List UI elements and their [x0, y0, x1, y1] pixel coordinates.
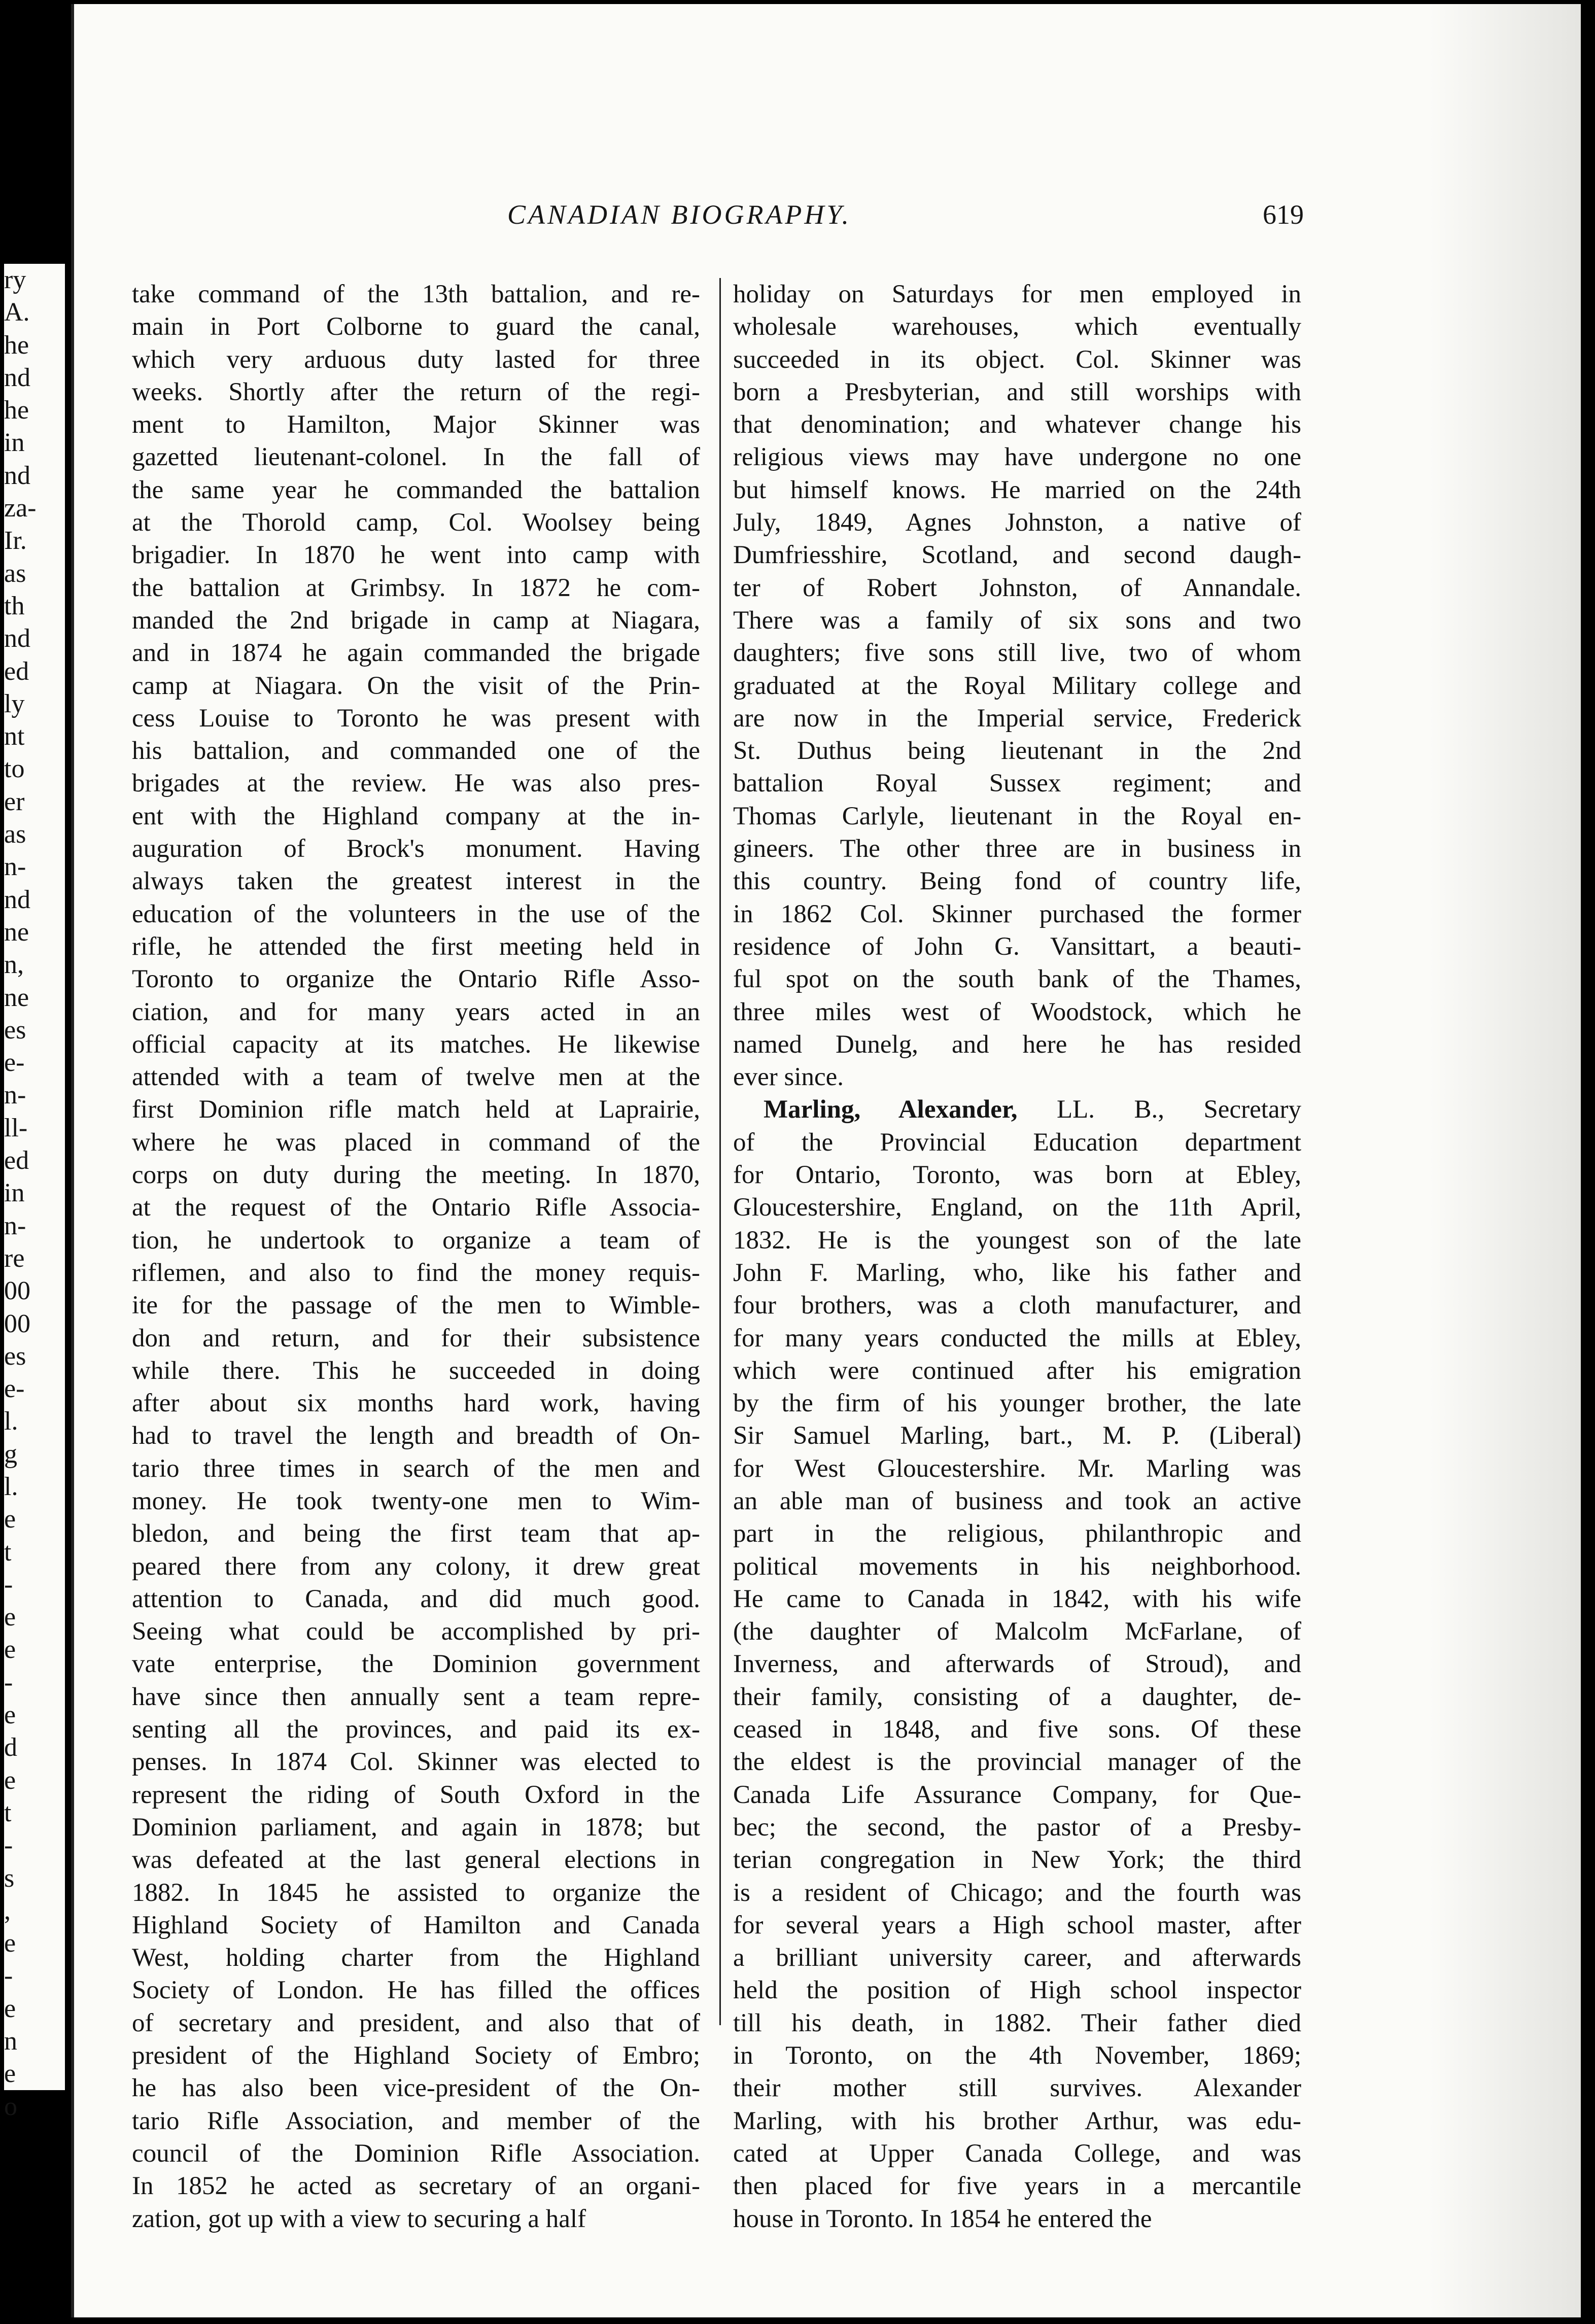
adjacent-page-fragment	[4, 264, 65, 2121]
margin-fragment: e	[4, 2059, 16, 2089]
text-line: (the daughter of Malcolm McFarlane, of	[733, 1617, 1301, 1646]
text-line: is a resident of Chicago; and the fourth was	[733, 1878, 1301, 1907]
margin-fragment: in	[4, 1178, 25, 1208]
margin-fragment: as	[4, 559, 26, 588]
text-line: ite for the passage of the men to Wimble-	[132, 1291, 700, 1320]
text-line: tario Rifle Association, and member of the	[132, 2106, 700, 2135]
text-line: council of the Dominion Rifle Association.	[132, 2139, 700, 2168]
margin-fragment: 00	[4, 1309, 30, 1338]
text-line: which very arduous duty lasted for three	[132, 345, 700, 374]
text-line: are now in the Imperial service, Frederick	[733, 704, 1301, 733]
text-line: Thomas Carlyle, lieutenant in the Royal en-	[733, 802, 1301, 830]
text-line: by the firm of his younger brother, the late	[733, 1389, 1301, 1418]
margin-fragment: ne	[4, 983, 29, 1012]
text-line: gazetted lieutenant-colonel. In the fall of	[132, 443, 700, 472]
text-line: attention to Canada, and did much good.	[132, 1584, 700, 1613]
text-line: battalion Royal Sussex regiment; and	[733, 769, 1301, 798]
text-line: represent the riding of South Oxford in the	[132, 1780, 700, 1809]
text-line: his battalion, and commanded one of the	[132, 737, 700, 766]
text-line: don and return, and for their subsistence	[132, 1324, 700, 1352]
text-line: peared there from any colony, it drew great	[132, 1552, 700, 1581]
page-number: 619	[1263, 199, 1304, 230]
text-line: gineers. The other three are in business in	[733, 835, 1301, 863]
margin-fragment: re	[4, 1243, 25, 1273]
margin-fragment: es	[4, 1341, 26, 1371]
text-line: ful spot on the south bank of the Thames,	[733, 965, 1301, 994]
text-line: he has also been vice-president of the On-	[132, 2074, 700, 2103]
margin-fragment: nt	[4, 722, 25, 751]
text-line: senting all the provinces, and paid its ex-	[132, 1715, 700, 1744]
text-line: religious views may have undergone no one	[733, 443, 1301, 472]
text-line: Inverness, and afterwards of Stroud), and	[733, 1650, 1301, 1679]
text-line: ent with the Highland company at the in-	[132, 802, 700, 830]
margin-fragment: -	[4, 1961, 13, 1991]
margin-fragment: es	[4, 1015, 26, 1045]
margin-fragment: s	[4, 1863, 15, 1893]
text-line: He came to Canada in 1842, with his wife	[733, 1584, 1301, 1613]
text-line: official capacity at its matches. He likewise	[132, 1030, 700, 1059]
margin-fragment: nd	[4, 363, 30, 392]
text-line: terian congregation in New York; the third	[733, 1846, 1301, 1875]
margin-fragment: th	[4, 591, 25, 620]
text-line: had to travel the length and breadth of On-	[132, 1421, 700, 1450]
margin-fragment: ly	[4, 689, 25, 718]
margin-fragment: e	[4, 1505, 16, 1534]
margin-fragment: ed	[4, 1146, 29, 1175]
text-line: brigadier. In 1870 he went into camp with	[132, 541, 700, 570]
text-line: education of the volunteers in the use of the	[132, 899, 700, 928]
text-line: residence of John G. Vansittart, a beauti-	[733, 932, 1301, 961]
text-line: the eldest is the provincial manager of the	[733, 1748, 1301, 1777]
text-line: St. Duthus being lieutenant in the 2nd	[733, 737, 1301, 766]
column-divider	[719, 278, 721, 2025]
text-line: Gloucestershire, England, on the 11th April,	[733, 1193, 1301, 1222]
text-line: named Dunelg, and here he has resided	[733, 1030, 1301, 1059]
margin-fragment: ,	[4, 1896, 11, 1925]
text-line: ciation, and for many years acted in an	[132, 997, 700, 1026]
entry-heading-line	[733, 1093, 1301, 1126]
text-line: have since then annually sent a team repre-	[132, 1682, 700, 1711]
text-line: which were continued after his emigration	[733, 1356, 1301, 1385]
text-line: Seeing what could be accomplished by pri-	[132, 1617, 700, 1646]
text-line: There was a family of six sons and two	[733, 606, 1301, 635]
margin-fragment: to	[4, 754, 25, 784]
text-line: cated at Upper Canada College, and was	[733, 2139, 1301, 2168]
text-line: a brilliant university career, and afterwards	[733, 1944, 1301, 1972]
margin-fragment: 00	[4, 1276, 30, 1306]
margin-fragment: d	[4, 1733, 17, 1762]
text-line: Toronto to organize the Ontario Rifle Asso-	[132, 965, 700, 994]
margin-fragment: ne	[4, 917, 29, 947]
text-line: penses. In 1874 Col. Skinner was elected to	[132, 1748, 700, 1777]
margin-fragment: ll-	[4, 1113, 28, 1142]
text-line: of secretary and president, and also that of	[132, 2008, 700, 2037]
text-line: and in 1874 he again commanded the brigade	[132, 639, 700, 668]
margin-fragment: ry	[4, 265, 26, 294]
text-line: In 1852 he acted as secretary of an organi-	[132, 2172, 700, 2201]
text-line: tario three times in search of the men and	[132, 1454, 700, 1483]
text-line: at the Thorold camp, Col. Woolsey being	[132, 508, 700, 537]
text-line: take command of the 13th battalion, and re-	[132, 280, 700, 308]
margin-fragment: n,	[4, 950, 24, 980]
text-line: 1832. He is the youngest son of the late	[733, 1226, 1301, 1255]
text-line: was defeated at the last general elections in	[132, 1846, 700, 1875]
text-line: weeks. Shortly after the return of the regi-	[132, 377, 700, 406]
margin-fragment: t	[4, 1798, 12, 1827]
text-line: attended with a team of twelve men at the	[132, 1063, 700, 1092]
margin-fragment: za-	[4, 494, 37, 523]
text-line: graduated at the Royal Military college and	[733, 671, 1301, 700]
page-edge-shading	[1429, 4, 1581, 2317]
text-line: the battalion at Grimbsy. In 1872 he com-	[132, 573, 700, 602]
text-line: for several years a High school master, after	[733, 1911, 1301, 1939]
text-line: part in the religious, philanthropic and	[733, 1519, 1301, 1548]
text-line: held the position of High school inspector	[733, 1976, 1301, 2005]
margin-fragment: -	[4, 1668, 13, 1697]
margin-fragment: n-	[4, 1081, 26, 1110]
text-line: Dumfriesshire, Scotland, and second daugh-	[733, 541, 1301, 570]
text-line: for many years conducted the mills at Ebley,	[733, 1324, 1301, 1352]
text-line: money. He took twenty-one men to Wim-	[132, 1486, 700, 1515]
text-line: rifle, he attended the first meeting held in	[132, 932, 700, 961]
text-line: their family, consisting of a daughter, de-	[733, 1682, 1301, 1711]
margin-fragment: nd	[4, 885, 30, 914]
margin-fragment: -	[4, 1831, 13, 1860]
text-line: Highland Society of Hamilton and Canada	[132, 1911, 700, 1939]
margin-fragment: nd	[4, 624, 30, 653]
text-line: Dominion parliament, and again in 1878; but	[132, 1813, 700, 1842]
text-line: bledon, and being the first team that ap-	[132, 1519, 700, 1548]
margin-fragment: n	[4, 2027, 17, 2056]
text-line: holiday on Saturdays for men employed in	[733, 280, 1301, 308]
text-line: in Toronto, on the 4th November, 1869;	[733, 2041, 1301, 2070]
entry-name: Marling, Alexander,	[764, 1095, 1018, 1124]
text-line: John F. Marling, who, like his father and	[733, 1258, 1301, 1287]
margin-fragment: er	[4, 787, 25, 816]
page-header	[507, 199, 1304, 239]
margin-fragment: e	[4, 1635, 16, 1664]
margin-fragment: in	[4, 428, 25, 458]
text-line: cess Louise to Toronto he was present with	[132, 704, 700, 733]
text-line: zation, got up with a view to securing a half	[132, 2204, 586, 2233]
text-line: for Ontario, Toronto, was born at Ebley,	[733, 1161, 1301, 1190]
text-line: bec; the second, the pastor of a Presby-	[733, 1813, 1301, 1842]
text-line: camp at Niagara. On the visit of the Prin-	[132, 671, 700, 700]
text-line: then placed for five years in a mercantile	[733, 2172, 1301, 2201]
text-line: till his death, in 1882. Their father died	[733, 2008, 1301, 2037]
text-line: first Dominion rifle match held at Laprairie,	[132, 1095, 700, 1124]
margin-fragment: e	[4, 1929, 16, 1958]
text-line: three miles west of Woodstock, which he	[733, 997, 1301, 1026]
text-line: succeeded in its object. Col. Skinner was	[733, 345, 1301, 374]
text-line: the same year he commanded the battalion	[132, 475, 700, 504]
text-line: for West Gloucestershire. Mr. Marling was	[733, 1454, 1301, 1483]
margin-fragment: e-	[4, 1374, 25, 1404]
text-line: after about six months hard work, having	[132, 1389, 700, 1418]
text-line: ceased in 1848, and five sons. Of these	[733, 1715, 1301, 1744]
margin-fragment: he	[4, 330, 29, 360]
margin-fragment: e	[4, 1765, 16, 1795]
text-line: at the request of the Ontario Rifle Associa-	[132, 1193, 700, 1222]
text-line: this country. Being fond of country life,	[733, 867, 1301, 896]
text-line: house in Toronto. In 1854 he entered the	[733, 2204, 1152, 2233]
text-line: riflemen, and also to find the money requis-	[132, 1258, 700, 1287]
text-line: in 1862 Col. Skinner purchased the former	[733, 899, 1301, 928]
text-line: political movements in his neighborhood.	[733, 1552, 1301, 1581]
entry-credentials: LL. B., Secretary	[1017, 1095, 1301, 1124]
text-line: ter of Robert Johnston, of Annandale.	[733, 573, 1301, 602]
text-line: ever since.	[733, 1063, 844, 1092]
margin-fragment: e	[4, 1994, 16, 2023]
text-line: ment to Hamilton, Major Skinner was	[132, 410, 700, 439]
text-line: corps on duty during the meeting. In 1870,	[132, 1161, 700, 1190]
running-head: CANADIAN BIOGRAPHY.	[507, 199, 851, 230]
margin-fragment: e	[4, 1603, 16, 1632]
text-line: West, holding charter from the Highland	[132, 1944, 700, 1972]
margin-fragment: n-	[4, 1211, 26, 1240]
text-line: but himself knows. He married on the 24th	[733, 475, 1301, 504]
text-line: Canada Life Assurance Company, for Que-	[733, 1780, 1301, 1809]
margin-fragment: ed	[4, 656, 29, 686]
text-line: while there. This he succeeded in doing	[132, 1356, 700, 1385]
text-line: auguration of Brock's monument. Having	[132, 835, 700, 863]
margin-fragment: l.	[4, 1407, 18, 1436]
margin-fragment: -	[4, 1570, 13, 1599]
text-line: daughters; five sons still live, two of whom	[733, 639, 1301, 668]
margin-fragment: n-	[4, 852, 26, 882]
text-line: Society of London. He has filled the offices	[132, 1976, 700, 2005]
margin-fragment: as	[4, 820, 26, 849]
margin-fragment: A.	[4, 298, 30, 327]
right-column	[733, 278, 1301, 2235]
text-line: four brothers, was a cloth manufacturer, and	[733, 1291, 1301, 1320]
margin-fragment: e-	[4, 1048, 25, 1078]
text-line: born a Presbyterian, and still worships with	[733, 377, 1301, 406]
text-line: where he was placed in command of the	[132, 1128, 700, 1157]
margin-fragment: o	[4, 2092, 17, 2121]
text-line: Sir Samuel Marling, bart., M. P. (Liberal)	[733, 1421, 1301, 1450]
text-line: president of the Highland Society of Embro;	[132, 2041, 700, 2070]
left-column	[132, 278, 700, 2235]
text-line: wholesale warehouses, which eventually	[733, 313, 1301, 341]
text-line: vate enterprise, the Dominion government	[132, 1650, 700, 1679]
text-line: always taken the greatest interest in the	[132, 867, 700, 896]
text-line: main in Port Colborne to guard the canal,	[132, 313, 700, 341]
text-line: manded the 2nd brigade in camp at Niagara,	[132, 606, 700, 635]
margin-fragment: Ir.	[4, 526, 27, 556]
margin-fragment: t	[4, 1537, 12, 1567]
text-line: July, 1849, Agnes Johnston, a native of	[733, 508, 1301, 537]
text-line: an able man of business and took an active	[733, 1486, 1301, 1515]
margin-fragment: g	[4, 1439, 17, 1469]
text-line: 1882. In 1845 he assisted to organize the	[132, 1878, 700, 1907]
margin-fragment: he	[4, 396, 29, 425]
margin-fragment: nd	[4, 461, 30, 490]
text-line: that denomination; and whatever change his	[733, 410, 1301, 439]
text-line: Marling, with his brother Arthur, was edu-	[733, 2106, 1301, 2135]
text-line: brigades at the review. He was also pres-	[132, 769, 700, 798]
text-line: tion, he undertook to organize a team of	[132, 1226, 700, 1255]
text-line: their mother still survives. Alexander	[733, 2074, 1301, 2103]
text-line: of the Provincial Education department	[733, 1128, 1301, 1157]
margin-fragment: e	[4, 1701, 16, 1730]
margin-fragment: l.	[4, 1472, 18, 1501]
